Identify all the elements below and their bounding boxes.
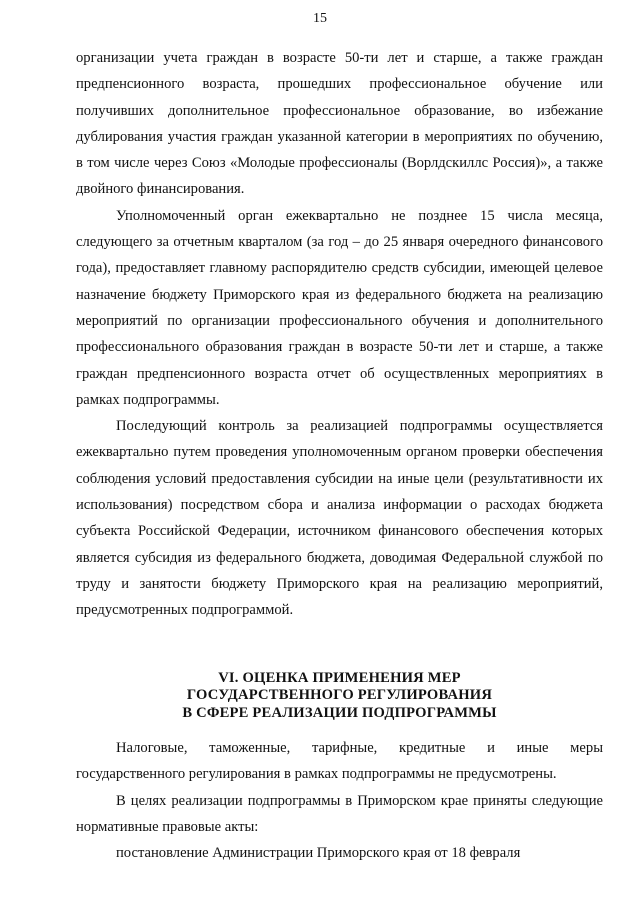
paragraph-legal-acts-intro: В целях реализации подпрограммы в Приморском крае приняты следующие нормативные правовые акты: (76, 792, 603, 835)
paragraph-regulation-measures: Налоговые, таможенные, тарифные, кредитные и иные меры государственного регулирования в рамках подпрограммы не предусмотрены. (76, 740, 603, 783)
paragraph-control: Последующий контроль за реализацией подпрограммы осуществляется ежеквартально путем проведения уполномоченным органом проверки обеспечения соблюдения условий предоставления субсидии на иные цели (результативности их использования) посредством сбора и анализа информации о расходах бюджета субъекта Российской Федерации, источником финансового обеспечения которых является субсидия из федерального бюджета, доводимая Федеральной службой по труду и занятости бюджету Приморского края на реализацию мероприятий, предусмотренных подпрограммой. (76, 418, 603, 619)
section-heading-line-1: VI. ОЦЕНКА ПРИМЕНЕНИЯ МЕР (218, 669, 461, 686)
page-number: 15 (313, 11, 327, 26)
paragraph-resolution: постановление Администрации Приморского края от 18 февраля (116, 845, 521, 862)
paragraph-reporting: Уполномоченный орган ежеквартально не позднее 15 числа месяца, следующего за отчетным кварталом (за год – до 25 января очередного финансового года), предоставляет главному распорядителю средств субсидии, имеющей целевое назначение бюджету Приморского края из федерального бюджета на реализацию мероприятий по организации профессионального обучения и дополнительного профессионального образования граждан в возрасте 50-ти лет и старше, а также граждан предпенсионного возраста отчет об осуществленных мероприятиях в рамках подпрограммы. (76, 207, 603, 408)
section-heading (76, 670, 603, 723)
section-heading-line-2: ГОСУДАРСТВЕННОГО РЕГУЛИРОВАНИЯ (186, 687, 493, 704)
document-body (76, 45, 603, 867)
paragraph-continuation: организации учета граждан в возрасте 50-ти лет и старше, а также граждан предпенсионного возраста, прошедших профессиональное обучение или получивших дополнительное профессиональное образование, во избежание дублирования участия граждан указанной категории в мероприятиях по обучению, в том числе через Союз «Молодые профессионалы (Ворлдскиллс Россия)», а также двойного финансирования. (76, 50, 603, 198)
section-heading-line-3: В СФЕРЕ РЕАЛИЗАЦИИ ПОДПРОГРАММЫ (182, 704, 497, 721)
